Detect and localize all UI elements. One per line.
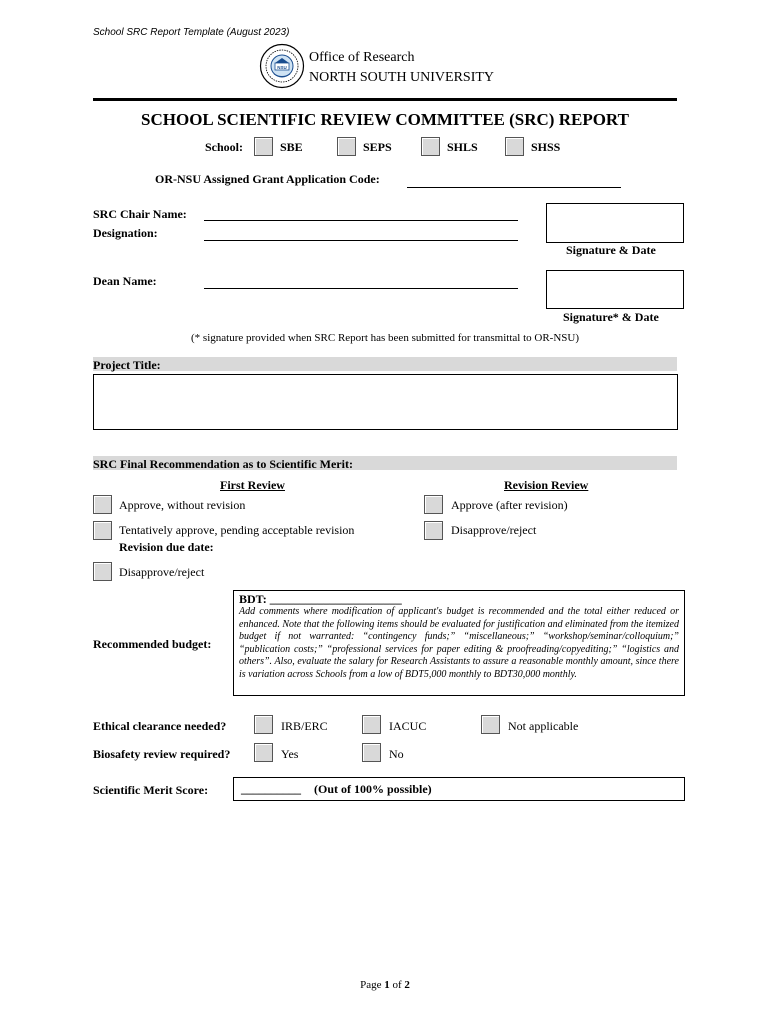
tentative-approve-checkbox[interactable] (93, 521, 112, 540)
school-option-seps: SEPS (363, 140, 392, 154)
iacuc-checkbox[interactable] (362, 715, 381, 734)
designation-field[interactable] (204, 240, 518, 241)
biosafety-no-checkbox[interactable] (362, 743, 381, 762)
approve-after-revision-label: Approve (after revision) (451, 498, 568, 512)
grant-code-label: OR-NSU Assigned Grant Application Code: (155, 172, 380, 186)
signature-note: (* signature provided when SRC Report has been submitted for transmittal to OR-NSU) (191, 332, 579, 344)
dean-signature-label: Signature* & Date (563, 310, 659, 324)
svg-text:NSU: NSU (277, 65, 287, 70)
irb-erc-checkbox[interactable] (254, 715, 273, 734)
university-name: NORTH SOUTH UNIVERSITY (309, 70, 495, 85)
biosafety-yes-label: Yes (281, 747, 299, 761)
school-checkbox-sbe[interactable] (254, 137, 273, 156)
merit-score-suffix: (Out of 100% possible) (314, 782, 432, 796)
not-applicable-label: Not applicable (508, 719, 579, 733)
dean-name-label: Dean Name: (93, 274, 157, 288)
school-checkbox-shss[interactable] (505, 137, 524, 156)
school-checkbox-shls[interactable] (421, 137, 440, 156)
revision-disapprove-label: Disapprove/reject (451, 523, 537, 537)
chair-name-field[interactable] (204, 220, 518, 221)
revision-due-date-label: Revision due date: (119, 540, 214, 554)
designation-label: Designation: (93, 226, 158, 240)
first-disapprove-checkbox[interactable] (93, 562, 112, 581)
header-rule (93, 98, 677, 101)
budget-note: Add comments where modification of applicant's budget is recommended and the total either reduced or enhanced. Note that the following items should be evaluated for justification and eliminated from the itemized budget if not warranted: “contingency funds;” “miscellaneous;” “workshop/seminar/colloquium;” “publication costs;” “professional services for paper editing & proofreading/copyediting;” “logistics and others”. Also, evaluate the salary for Research Assistants to assure a reasonable monthly amount, since there is variation across Schools from a low of BDT5,000 monthly to BDT30,000 monthly. (239, 606, 679, 680)
first-disapprove-label: Disapprove/reject (119, 565, 205, 579)
irb-erc-label: IRB/ERC (281, 719, 328, 733)
school-option-shss: SHSS (531, 140, 561, 154)
bdt-field: BDT: ______________________ (239, 592, 402, 606)
chair-signature-box[interactable] (546, 203, 684, 243)
merit-score-label: Scientific Merit Score: (93, 783, 209, 797)
iacuc-label: IACUC (389, 719, 427, 733)
dean-signature-box[interactable] (546, 270, 684, 309)
recommended-budget-label: Recommended budget: (93, 637, 212, 651)
chair-name-label: SRC Chair Name: (93, 207, 187, 221)
tentative-approve-label: Tentatively approve, pending acceptable revision (119, 523, 355, 537)
template-note: School SRC Report Template (August 2023) (93, 27, 290, 38)
page-number: Page 1 of 2 (360, 979, 410, 991)
merit-score-blank: __________ (241, 782, 301, 796)
school-option-sbe: SBE (280, 140, 303, 154)
grant-code-field[interactable] (407, 187, 621, 188)
project-title-header-bg (93, 357, 677, 371)
office-name: Office of Research (309, 50, 415, 65)
approve-without-revision-checkbox[interactable] (93, 495, 112, 514)
school-label: School: (205, 140, 244, 154)
biosafety-no-label: No (389, 747, 404, 761)
not-applicable-checkbox[interactable] (481, 715, 500, 734)
biosafety-yes-checkbox[interactable] (254, 743, 273, 762)
revision-disapprove-checkbox[interactable] (424, 521, 443, 540)
project-title-label: Project Title: (93, 358, 161, 372)
first-review-label: First Review (220, 478, 285, 492)
school-checkbox-seps[interactable] (337, 137, 356, 156)
university-logo (259, 43, 305, 89)
approve-after-revision-checkbox[interactable] (424, 495, 443, 514)
dean-name-field[interactable] (204, 288, 518, 289)
ethical-clearance-label: Ethical clearance needed? (93, 719, 227, 733)
biosafety-label: Biosafety review required? (93, 747, 231, 761)
chair-signature-label: Signature & Date (566, 243, 656, 257)
school-option-shls: SHLS (447, 140, 478, 154)
project-title-field[interactable] (93, 374, 678, 430)
approve-without-revision-label: Approve, without revision (119, 498, 246, 512)
revision-review-label: Revision Review (504, 478, 589, 492)
page-title: SCHOOL SCIENTIFIC REVIEW COMMITTEE (SRC) REPORT (141, 110, 629, 129)
recommendation-header: SRC Final Recommendation as to Scientific Merit: (93, 457, 353, 471)
